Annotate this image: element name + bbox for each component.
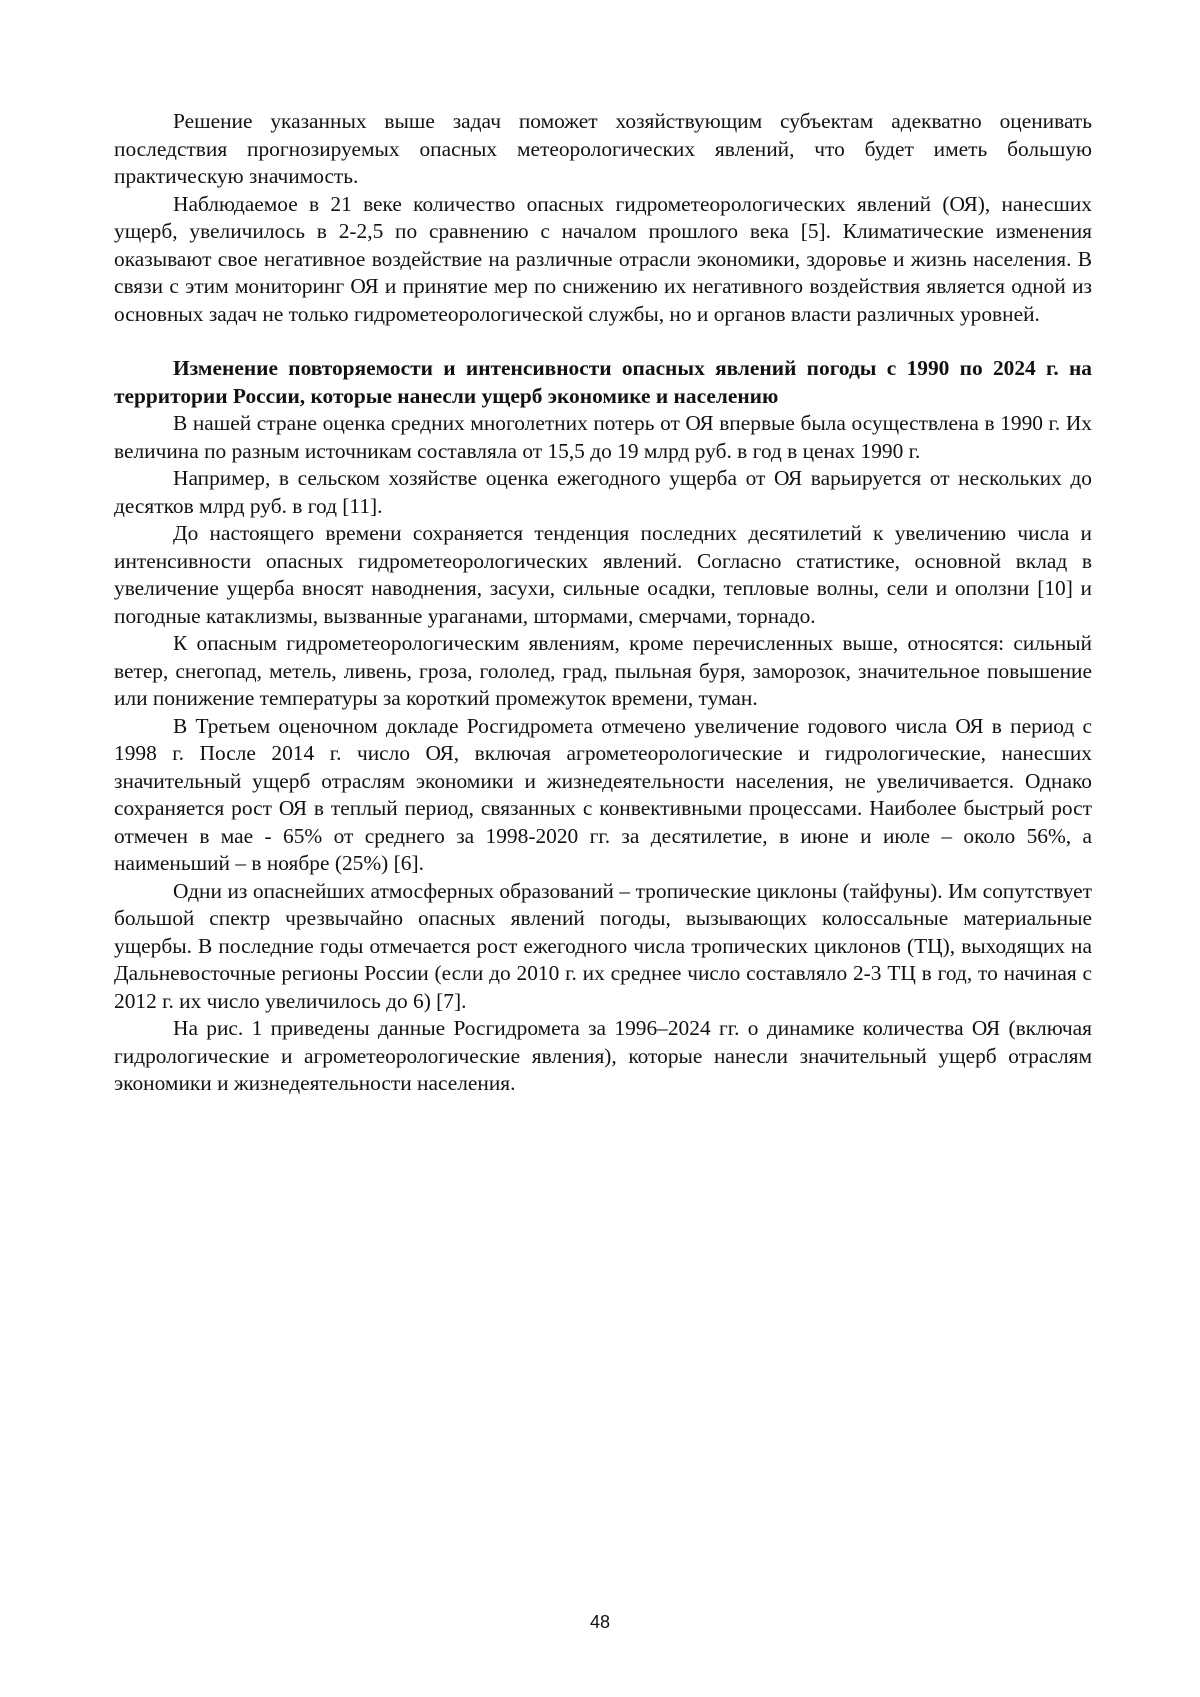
paragraph: На рис. 1 приведены данные Росгидромета за 1996–2024 гг. о динамике количества ОЯ (включая гидрологические и агрометеорологические явления), которые нанесли значительный ущерб отраслям экономики и жизнедеятельности населения. [114, 1016, 1092, 1095]
section-heading: Изменение повторяемости и интенсивности опасных явлений погоды с 1990 по 2024 г. на территории России, которые нанесли ущерб экономике и населению [114, 356, 1092, 408]
paragraph: В Третьем оценочном докладе Росгидромета отмечено увеличение годового числа ОЯ в период с 1998 г. После 2014 г. число ОЯ, включая агрометеорологические и гидрологические, нанесших значительный ущерб отраслям экономики и жизнедеятельности населения, не увеличивается. Однако сохраняется рост ОЯ в теплый период, связанных с конвективными процессами. Наиболее быстрый рост отмечен в мае - 65% от среднего за 1998-2020 гг. за десятилетие, в июне и июле – около 56%, а наименьший – в ноябре (25%) [6]. [114, 713, 1092, 875]
body-text [114, 108, 1092, 1098]
paragraph: К опасным гидрометеорологическим явлениям, кроме перечисленных выше, относятся: сильный ветер, снегопад, метель, ливень, гроза, гололед, град, пыльная буря, заморозок, значительное повышение или понижение температуры за короткий промежуток времени, туман. [114, 631, 1092, 710]
paragraph: В нашей стране оценка средних многолетних потерь от ОЯ впервые была осуществлена в 1990 г. Их величина по разным источникам составляла от 15,5 до 19 млрд руб. в год в ценах 1990 г. [114, 411, 1092, 463]
page-number: 48 [589, 1612, 611, 1632]
paragraph: Наблюдаемое в 21 веке количество опасных гидрометеорологических явлений (ОЯ), нанесших ущерб, увеличилось в 2-2,5 по сравнению с началом прошлого века [5]. Климатические изменения оказывают свое негативное воздействие на различные отрасли экономики, здоровье и жизнь населения. В связи с этим мониторинг ОЯ и принятие мер по снижению их негативного воздействия является одной из основных задач не только гидрометеорологической службы, но и органов власти различных уровней. [114, 191, 1092, 326]
paragraph: Решение указанных выше задач поможет хозяйствующим субъектам адекватно оценивать последствия прогнозируемых опасных метеорологических явлений, что будет иметь большую практическую значимость. [114, 109, 1092, 188]
paragraph: До настоящего времени сохраняется тенденция последних десятилетий к увеличению числа и интенсивности опасных гидрометеорологических явлений. Согласно статистике, основной вклад в увеличение ущерба вносят наводнения, засухи, сильные осадки, тепловые волны, сели и оползни [10] и погодные катаклизмы, вызванные ураганами, штормами, смерчами, торнадо. [114, 521, 1092, 628]
paragraph: Например, в сельском хозяйстве оценка ежегодного ущерба от ОЯ варьируется от нескольких до десятков млрд руб. в год [11]. [114, 466, 1092, 518]
paragraph: Одни из опаснейших атмосферных образований – тропические циклоны (тайфуны). Им сопутствует большой спектр чрезвычайно опасных явлений погоды, вызывающих колоссальные материальные ущербы. В последние годы отмечается рост ежегодного числа тропических циклонов (ТЦ), выходящих на Дальневосточные регионы России (если до 2010 г. их среднее число составляло 2-3 ТЦ в год, то начиная с 2012 г. их число увеличилось до 6) [7]. [114, 878, 1092, 1013]
